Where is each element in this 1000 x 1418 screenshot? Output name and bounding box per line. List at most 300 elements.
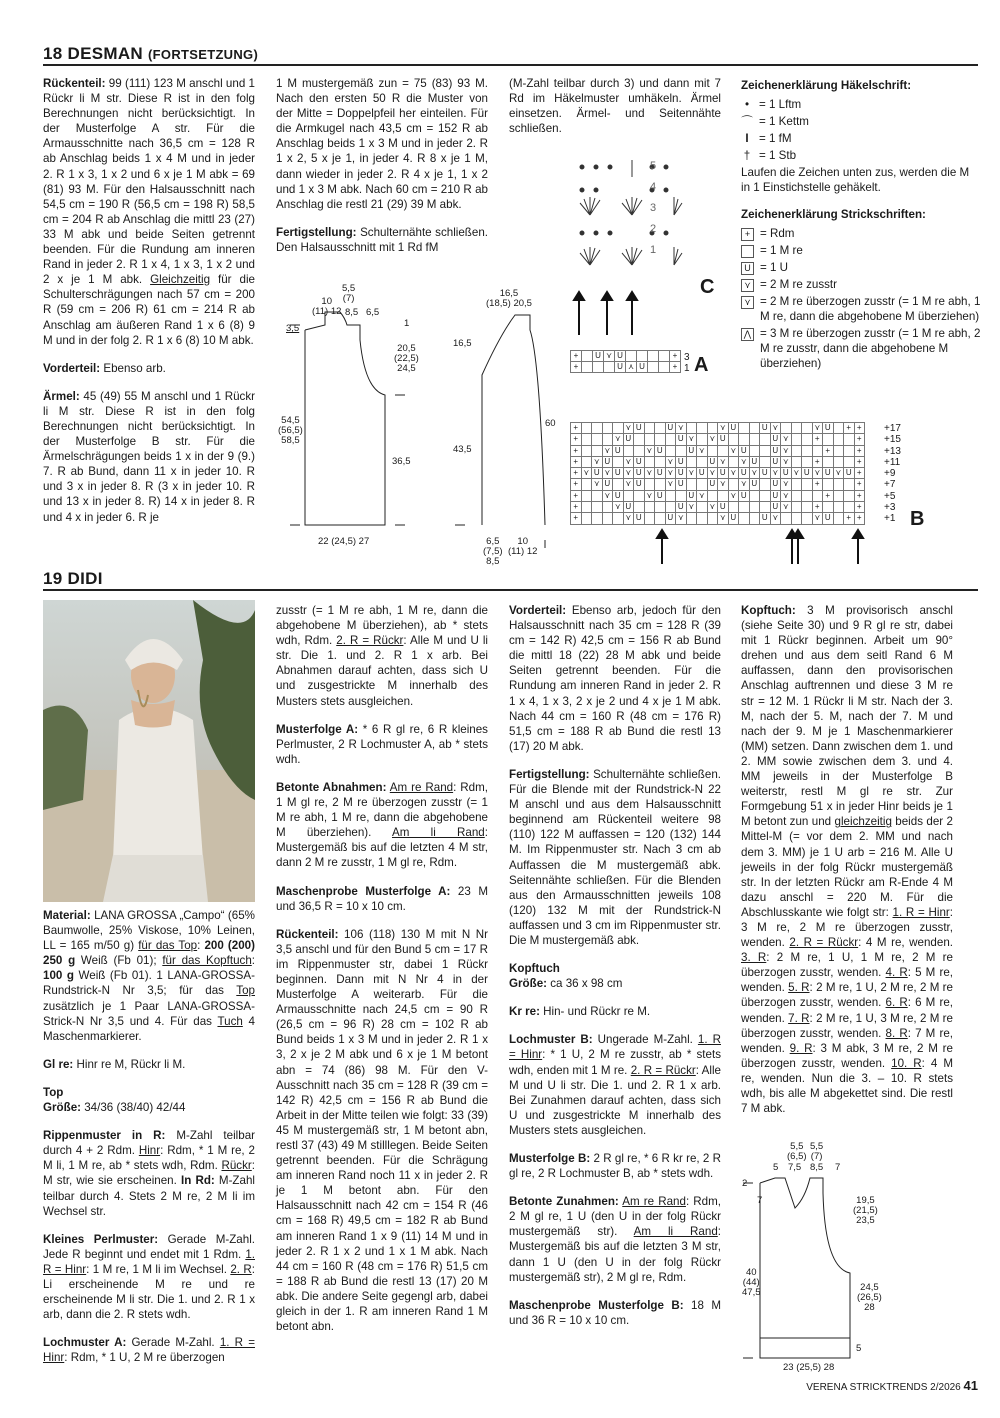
chart-cell: [697, 502, 708, 513]
chart-cell: [676, 446, 687, 457]
chart-cell: ⋎: [771, 513, 782, 524]
chart-cell: U: [634, 513, 645, 524]
chart-a-label: A: [694, 354, 709, 376]
body-dim-shoulder: 8,5: [345, 307, 359, 318]
body-dim-neckdrop: 3,5: [286, 323, 300, 334]
chart-cell: [592, 423, 603, 434]
desman-col2: 1 M mustergemäß zun = 75 (83) 93 M. Nach den ersten 50 R die Muster von der Mitte = Doppelpfeil her einteilen. Für die Armkugel nach 43,5 cm = 152 R ab Anschlag beids 1 x 3 M und in jeder 2. R 1 x 2, 5 x je 1, in jeder 4. R 8 x je 1 M, dann wieder in jeder 2. R 4 x je 1, 1 x 2 und 1 x 3 M abk. Nach 60 cm = 210 R ab Anschlag die restl 21 (29) 39 M abk. Fertigstellung: Schulternähte schließen. Den Halsausschnitt mit 1 Rd fM: [276, 77, 488, 254]
chart-cell: +: [844, 423, 855, 434]
chart-cell: U: [666, 423, 677, 434]
legend-item-ueberzogen: ⋎ = 2 M re überzogen zusstr (= 1 M re abh, 1 M re, dann die abgehobene M überziehen): [741, 294, 981, 324]
chart-cell: [834, 423, 845, 434]
chart-b-row-number: +15: [884, 434, 901, 446]
sleeve-dim-cuff: 6,5 (7,5) 8,5: [483, 536, 503, 567]
sleeve-dim-cap: 16,5: [453, 338, 472, 349]
chart-cell: [760, 479, 771, 490]
chart-cell: [637, 351, 648, 362]
chart-cell: [676, 491, 687, 502]
body-dim-side: 6,5: [366, 307, 380, 318]
chart-cell: U: [603, 457, 614, 468]
chart-c-label: C: [700, 276, 715, 298]
top-dim-c: 5: [773, 1162, 779, 1173]
chart-cell: [813, 491, 824, 502]
chart-cell: +: [855, 457, 866, 468]
chart-cell: ⋎: [813, 513, 824, 524]
chart-cell: ⋎: [781, 457, 792, 468]
chart-cell: [750, 491, 761, 502]
sleeve-dim-length: 43,5: [453, 444, 472, 455]
chart-cell: [648, 362, 659, 373]
chart-cell: [645, 457, 656, 468]
chart-cell: U: [760, 423, 771, 434]
chart-cell: [666, 502, 677, 513]
top-dim-f: 7: [835, 1162, 841, 1173]
chart-cell: [634, 434, 645, 445]
chart-cell: [655, 502, 666, 513]
chart-cell: [634, 491, 645, 502]
chart-cell: U: [823, 423, 834, 434]
chart-cell: U: [739, 446, 750, 457]
chart-cell: [697, 423, 708, 434]
chart-cell: ⋎: [771, 423, 782, 434]
chart-cell: ⋎: [781, 502, 792, 513]
chart-cell: [645, 434, 656, 445]
chart-cell: [655, 479, 666, 490]
chart-cell: [750, 423, 761, 434]
chart-cell: ⋎: [781, 446, 792, 457]
top-dim-b: 5,5 (7): [810, 1141, 824, 1162]
chart-cell: ⋎: [666, 468, 677, 479]
chart-cell: [760, 502, 771, 513]
chart-cell: ⋎: [708, 502, 719, 513]
sleeve-dim-top: 16,5 (18,5) 20,5: [486, 288, 532, 309]
page-number: 41: [963, 1378, 978, 1393]
legend-item-lftm: • = 1 Lftm: [741, 97, 981, 112]
chart-cell: [582, 446, 593, 457]
crochet-chart-c: [570, 155, 690, 345]
top-dim-g: 2: [742, 1178, 748, 1189]
chart-cell: U: [624, 434, 635, 445]
chart-cell: [729, 434, 740, 445]
chart-a-rows: 3 1: [684, 352, 690, 374]
chart-cell: [645, 513, 656, 524]
chart-cell: [645, 502, 656, 513]
chart-cell: ⋎: [718, 423, 729, 434]
chart-cell: ⋎: [603, 491, 614, 502]
chart-cell: [834, 479, 845, 490]
section-rule: [43, 64, 978, 66]
chart-cell: ⋎: [676, 513, 687, 524]
chart-cell: U: [615, 362, 626, 373]
chart-cell: U: [781, 468, 792, 479]
chart-cell: +: [571, 457, 582, 468]
chart-cell: [603, 513, 614, 524]
chart-cell: +: [855, 502, 866, 513]
chart-b-row-number: +1: [884, 513, 896, 525]
body-dim-length: 54,5 (56,5) 58,5: [278, 415, 303, 446]
chart-cell: ⋎: [624, 423, 635, 434]
chart-cell: [582, 362, 593, 373]
chart-cell: +: [571, 468, 582, 479]
chart-b-label: B: [910, 508, 925, 530]
chart-cell: [708, 423, 719, 434]
chart-cell: ⋎: [718, 513, 729, 524]
chart-cell: +: [823, 491, 834, 502]
chart-cell: U: [739, 468, 750, 479]
chart-cell: U: [655, 468, 666, 479]
chart-cell: [655, 434, 666, 445]
chart-c-rows: 5 4 3 2 1: [650, 160, 657, 256]
chart-cell: [592, 446, 603, 457]
chart-cell: U: [613, 491, 624, 502]
chart-cell: ⋎: [666, 457, 677, 468]
legend-item-re: = 1 M re: [741, 243, 981, 258]
chart-cell: [792, 513, 803, 524]
chart-cell: [792, 457, 803, 468]
chart-cell: [613, 513, 624, 524]
chart-cell: +: [855, 446, 866, 457]
chart-cell: [834, 446, 845, 457]
chart-cell: +: [571, 423, 582, 434]
chart-cell: [697, 479, 708, 490]
chart-cell: ⋎: [624, 468, 635, 479]
top-dim-a: 5,5 (6,5): [787, 1141, 807, 1162]
body-dim-1: 1: [404, 318, 410, 329]
chart-cell: [834, 491, 845, 502]
chart-cell: U: [615, 351, 626, 362]
chart-cell: [613, 479, 624, 490]
chart-cell: ⋎: [834, 468, 845, 479]
chart-cell: [739, 434, 750, 445]
chart-cell: U: [655, 491, 666, 502]
chart-b-row-number: +3: [884, 502, 896, 514]
sleeve-dim-total: 60: [545, 418, 556, 429]
chart-cell: U: [729, 513, 740, 524]
chart-cell: [750, 434, 761, 445]
chart-cell: U: [802, 468, 813, 479]
ssk-icon: ⋎: [741, 296, 754, 309]
chart-cell: [697, 457, 708, 468]
chart-cell: [792, 491, 803, 502]
chart-cell: [687, 479, 698, 490]
chart-cell: ⋎: [687, 502, 698, 513]
chart-cell: [592, 434, 603, 445]
chart-cell: +: [571, 362, 582, 373]
chart-cell: [666, 446, 677, 457]
section-title-text: 18 DESMAN: [43, 44, 144, 63]
chart-cell: +: [571, 502, 582, 513]
chart-cell: [823, 434, 834, 445]
chart-cell: U: [637, 362, 648, 373]
top-dim-length: 40 (44) 47,5: [742, 1267, 761, 1298]
chart-cell: ⋎: [613, 502, 624, 513]
chart-cell: U: [676, 434, 687, 445]
chart-cell: U: [687, 446, 698, 457]
chart-cell: [823, 502, 834, 513]
chart-cell: [844, 491, 855, 502]
chart-cell: [792, 479, 803, 490]
chart-cell: U: [697, 468, 708, 479]
body-schematic: [285, 280, 435, 570]
chart-cell: ⋎: [781, 479, 792, 490]
chart-cell: ⋎: [813, 423, 824, 434]
chart-cell: +: [855, 423, 866, 434]
chart-cell: [655, 513, 666, 524]
chart-cell: [739, 502, 750, 513]
chart-cell: [659, 351, 670, 362]
chart-cell: U: [718, 434, 729, 445]
top-schematic: [735, 1138, 895, 1378]
chart-cell: U: [613, 446, 624, 457]
chart-cell: [834, 513, 845, 524]
legend-item-u: U = 1 U: [741, 260, 981, 275]
chart-cell: U: [634, 468, 645, 479]
chart-cell: ⋎: [771, 468, 782, 479]
magazine-name: VERENA STRICKTRENDS 2/2026: [806, 1382, 961, 1393]
legend-crochet-note: Laufen die Zeichen unten zus, werden die M in 1 Einstichstelle gehäkelt.: [741, 166, 970, 194]
legend: [741, 78, 981, 373]
chart-cell: [624, 491, 635, 502]
top-dim-d: 7,5: [788, 1162, 802, 1173]
legend-item-zusstr: ⋎ = 2 M re zusstr: [741, 277, 981, 292]
chart-cell: [613, 457, 624, 468]
chart-cell: ⋎: [645, 468, 656, 479]
chart-cell: ⋎: [739, 457, 750, 468]
body-dim-top: 5,5 (7): [342, 283, 356, 304]
chart-cell: U: [771, 491, 782, 502]
chart-cell: [592, 513, 603, 524]
body-outline: [305, 312, 385, 525]
chart-cell: [760, 457, 771, 468]
legend-item-kettm: ⌒ = 1 Kettm: [741, 115, 809, 128]
chart-cell: U: [592, 468, 603, 479]
body-dim-neck: 10 (11) 12: [312, 296, 342, 317]
chart-cell: [687, 457, 698, 468]
chart-cell: ⋎: [676, 423, 687, 434]
chart-cell: ⋎: [813, 468, 824, 479]
chart-cell: +: [571, 479, 582, 490]
top-dim-side: 24,5 (26,5) 28: [857, 1282, 882, 1313]
chart-cell: ⋎: [781, 491, 792, 502]
chart-cell: [624, 446, 635, 457]
chart-cell: U: [634, 457, 645, 468]
chart-cell: +: [670, 351, 681, 362]
chart-cell: [792, 446, 803, 457]
chart-cell: [655, 457, 666, 468]
chart-cell: U: [729, 423, 740, 434]
desman-col1: Rückenteil: 99 (111) 123 M anschl und 1 Rückr li M str. Diese R ist in den folg Berechnungen nicht berücksichtigt. In der Musterfolge A str. Für die Armausschnitte nach 36,5 cm = 128 R ab Anschlag beids 1 x 4 M und in jeder 2. R 1 x 3, 1 x 2 und 6 x je 1 M abk = 69 (81) 93 M. Für den Halsausschnitt nach 54,5 cm = 190 R (56,5 cm = 198 R) 58,5 cm = 204 R ab Anschlag die mittl 23 (27) 33 M abk und beide Seiten getrennt beenden. Für die Rundung am inneren Rand in jeder 2. R 1 x 4, 1 x 3, 1 x 2 und 2 x je 1 M abk. Gleichzeitig für die Schulterschrägungen nach 57 cm = 200 R (59 cm = 206 R) 61 cm = 214 R ab Anschlag am äußeren Rand 1 x 6 (8) 9 M und in der folg 2. R 1 x 6 (8) 10 M abk. Vorderteil: Ebenso arb. Ärmel: 45 (49) 55 M anschl und 1 Rückr li M str. Diese R ist in den folg Berechnungen nicht berücksichtigt. In der Musterfolge B str. Für die Ärmelschrägungen beids 1 x in der 9 (9.) 7. R ab Bund, dann 11 x in jeder 10. R und 3 x in jeder 8. R (3 x in jeder 10. R und 13 x in jeder 8. R) 14 x in jeder 8. R und 4 x in jeder 6. R je: [43, 77, 255, 524]
chart-cell: [813, 446, 824, 457]
chart-cell: [823, 479, 834, 490]
chart-cell: [592, 491, 603, 502]
legend-crochet-title: Zeichenerklärung Häkelschrift:: [741, 79, 912, 92]
chart-cell: +: [855, 479, 866, 490]
chart-cell: [844, 502, 855, 513]
chart-cell: [792, 434, 803, 445]
chart-cell: ⋎: [718, 457, 729, 468]
chart-cell: [697, 513, 708, 524]
chart-cell: +: [571, 491, 582, 502]
chart-cell: [834, 434, 845, 445]
chart-cell: U: [771, 457, 782, 468]
chart-b-row-number: +11: [884, 456, 901, 468]
chart-cell: ⋎: [582, 468, 593, 479]
chart-cell: [802, 502, 813, 513]
chart-cell: U: [718, 502, 729, 513]
plus-icon: +: [741, 228, 754, 241]
chart-cell: [634, 446, 645, 457]
chart-cell: ⋎: [729, 491, 740, 502]
chart-b-row-number: +7: [884, 479, 896, 491]
chart-cell: [666, 491, 677, 502]
chart-cell: [802, 446, 813, 457]
chart-cell: +: [823, 446, 834, 457]
chart-cell: ⋎: [613, 434, 624, 445]
chart-cell: U: [739, 491, 750, 502]
chart-cell: [666, 434, 677, 445]
chart-cell: ⋎: [687, 434, 698, 445]
chart-cell: [718, 491, 729, 502]
sleeve-schematic: [445, 280, 555, 570]
chart-cell: U: [760, 468, 771, 479]
chart-b-row-number: +5: [884, 490, 896, 502]
chart-cell: U: [676, 479, 687, 490]
chart-cell: ⋎: [697, 491, 708, 502]
chart-cell: U: [750, 457, 761, 468]
chart-cell: U: [687, 491, 698, 502]
chart-cell: [582, 351, 593, 362]
chart-cell: [582, 434, 593, 445]
u-icon: U: [741, 262, 754, 275]
chart-cell: [834, 502, 845, 513]
chart-cell: [844, 446, 855, 457]
section-rule: [43, 589, 978, 591]
top-dim-bund: 5: [856, 1343, 862, 1354]
chart-cell: +: [813, 502, 824, 513]
top-dim-h: 7: [757, 1195, 763, 1206]
chart-cell: [645, 423, 656, 434]
chart-cell: ⋏: [626, 362, 637, 373]
section-title-desman: [43, 44, 258, 64]
sleeve-outline: [482, 315, 545, 525]
single-crochet-icon: I: [745, 132, 749, 145]
chart-cell: [582, 423, 593, 434]
chart-cell: U: [760, 513, 771, 524]
chart-cell: [603, 423, 614, 434]
chart-cell: [802, 434, 813, 445]
chart-cell: ⋎: [750, 468, 761, 479]
chart-cell: [593, 362, 604, 373]
chart-cell: [582, 457, 593, 468]
chart-cell: [659, 362, 670, 373]
chart-cell: +: [855, 491, 866, 502]
chart-cell: ⋎: [604, 351, 615, 362]
chart-cell: U: [708, 479, 719, 490]
legend-item-3m: ⋀ = 3 M re überzogen zusstr (= 1 M re abh, 2 M re zusstr, dann die abgehobene M überziehen): [741, 326, 981, 371]
double-crochet-icon: †: [743, 149, 751, 162]
sleeve-dim-width: 10 (11) 12: [508, 536, 538, 557]
chart-cell: U: [613, 468, 624, 479]
model-photo: [43, 600, 255, 902]
chart-cell: [844, 457, 855, 468]
body-dim-sidelength: 36,5: [392, 456, 411, 467]
chart-cell: +: [855, 434, 866, 445]
didi-col4: Kopftuch: 3 M provisorisch anschl (siehe Seite 30) und 9 R gl re str, dabei mit 1 Rückr beginnen. Arbeit um 90° drehen und aus dem seitl Rand 6 M auffassen, dann den provisorischen Anschlag auftrennen und diese 3 M re str = 12 M. 1 Rückr li M str. Nach der 3. M, nach der 5. M, nach der 7. M und nach der 9. M je 1 Maschenmarkierer (MM) setzen. Dann zwischen dem 1. und 2. MM sowie zwischen dem 3. und 4. MM jeweils in der Musterfolge B weiterstr, restl M gl re str. Zur Formgebung 51 x in jeder Hinr beids je 1 M betont zun und gleichzeitig beids der 2 Mittel-M (= vor dem 2. MM und nach dem 3. MM) je 1 U arb = 216 M. Alle U jeweils in der folg Rückr mustergemäß str. In der letzten Rückr am R-Ende 4 M dazu anschl = 220 M. Für die Abschlusskante wie folgt str: 1. R = Hinr: 3 M re, 2 M re überzogen zusstr, wenden. 2. R = Rückr: 4 M re, wenden. 3. R: 2 M re, 1 U, 1 M re, 2 M re überzogen zusstr, wenden. 4. R: 5 M re, wenden. 5. R: 2 M re, 1 U, 2 M re, 2 M re überzogen zusstr, wenden. 6. R: 6 M re, wenden. 7. R: 2 M re, 1 U, 3 M re, 2 M re überzogen zusstr, wenden. 8. R: 7 M re, wenden. 9. R: 3 M abk, 3 M re, 2 M re überzogen zusstr, wenden. 10. R: 4 M re, wenden. Nun die 3. – 10. R stets wdh, bis alle M abgekettet sind. Die restl 7 M abk.: [741, 604, 954, 1116]
sk2p-icon: ⋀: [741, 328, 754, 341]
chart-cell: ⋎: [708, 434, 719, 445]
chart-cell: [739, 513, 750, 524]
chart-cell: [802, 479, 813, 490]
chart-cell: U: [624, 502, 635, 513]
chart-b-row-number: +9: [884, 468, 896, 480]
chart-cell: [802, 513, 813, 524]
chart-cell: [750, 502, 761, 513]
didi-col2: zusstr (= 1 M re abh, 1 M re, dann die abgehobene M überziehen), ab * stets wdh, Rdm. 2. R = Rückr: Alle M und U li str. Die 1. und 2. R 1 x arb. Bei Abnahmen darauf achten, dass sich U und zusgestrickte M innerhalb des Musters stets ausgleichen. Musterfolge A: * 6 R gl re, 6 R kleines Perlmuster, 2 R Lochmuster A, ab * stets wdh. Betonte Abnahmen: Am re Rand: Rdm, 1 M gl re, 2 M re überzogen zusstr (= 1 M re abh, 1 M re, dann die abgehobene M überziehen). Am li Rand: Mustergemäß bis auf die letzten 4 M str, dann 2 M re zusstr, 1 M gl re, Rdm. Maschenprobe Musterfolge A: 23 M und 36,5 R = 10 x 10 cm. Rückenteil: 106 (118) 130 M mit N Nr 3,5 anschl und für den Bund 5 cm = 17 R im Rippenmuster str, dabei 1 Rückr beginnen. Dann mit N Nr 4 in der Musterfolge A weiterarb. Für die Armausschnitte nach 24,5 cm = 90 R (26,5 cm = 96 R) 28 cm = 102 R ab Bund beids 1 x 3 M und in jeder 2. R 1 x 3, 2 x je 2 M abk und 6 x je 1 M betont abn = 74 (86) 98 M. Für den V-Ausschnitt nach 35 cm = 128 R (39 cm = 142 R) 42,5 cm = 156 R ab Bund die Arbeit in der Mitte teilen wie folgt: 33 (39) 45 M mustergemäß str, 1 M betont abn, restl 37 (43) 49 M stilllegen. Beide Seiten getrennt beenden. Für die Schrägung am inneren Rand noch 11 x in jeder 2. R je 1 M betont abn. Für den Halsausschnitt nach 42 cm = 154 R (46 cm = 168 R) 49,5 cm = 182 R ab Bund am inneren Rand 1 x 9 (11) 14 M und in jeder 2. R 1 x 2 und 1 x 1 M abk. Nach 44 cm = 160 R (48 cm = 176 R) 51,5 cm = 188 R ab Bund die restl 13 (17) 20 M abk. Die andere Seite gegengl arb, dabei gleich in der 1. R am inneren Rand 1 M betont abn.: [276, 604, 489, 1334]
chart-cell: ⋎: [645, 491, 656, 502]
chart-cell: +: [571, 351, 582, 362]
footer: [806, 1378, 978, 1393]
chart-cell: ⋎: [781, 434, 792, 445]
chart-cell: U: [655, 446, 666, 457]
chart-cell: [750, 513, 761, 524]
chart-cell: [729, 457, 740, 468]
chart-cell: +: [571, 434, 582, 445]
chart-cell: [582, 479, 593, 490]
chart-cell: ⋎: [708, 468, 719, 479]
top-dim-width: 23 (25,5) 28: [783, 1362, 835, 1373]
knit-chart-b: [570, 422, 865, 525]
chart-b-row-number: +17: [884, 423, 901, 434]
didi-col1: Material: LANA GROSSA „Campo“ (65% Baumwolle, 25% Viskose, 10% Leinen, LL = 165 m/50 g) für das Top: 200 (200) 250 g Weiß (Fb 01); für das Kopftuch: 100 g Weiß (Fb 01). 1 LANA-GROSSA-Rundstrick-N Nr 3,5; für das Top zusätzlich je 1 Paar LANA-GROSSA-Strick-N Nr 3,5 und 4. Für das Tuch 4 Maschenmarkierer. Gl re: Hinr re M, Rückr li M. Top Größe: 34/36 (38/40) 42/44 Rippenmuster in R: M-Zahl teilbar durch 4 + 2 Rdm. Hinr: Rdm, * 1 M re, 2 M li, 1 M re, ab * stets wdh, Rdm. Rückr: M str, wie sie erscheinen. In Rd: M-Zahl teilbar durch 4. Stets 2 M re, 2 M li im Wechsel str. Kleines Perlmuster: Gerade M-Zahl. Jede R beginnt und endet mit 1 Rdm. 1. R = Hinr: 1 M re, 1 M li im Wechsel. 2. R: Li erscheinende M re und re erscheinende M li str. Die 1. und 2. R 1 x arb, dann die 2. R stets wdh. Lochmuster A: Gerade M-Zahl. 1. R = Hinr: Rdm, * 1 U, 2 M re überzogen: [43, 909, 255, 1365]
legend-item-rdm: + = Rdm: [741, 226, 981, 241]
chart-cell: ⋎: [729, 446, 740, 457]
chart-cell: ⋎: [666, 479, 677, 490]
chart-cell: U: [708, 457, 719, 468]
chart-cell: ⋎: [687, 468, 698, 479]
chain-icon: •: [744, 98, 750, 111]
chart-cell: [603, 434, 614, 445]
chart-cell: [687, 513, 698, 524]
chart-cell: [582, 513, 593, 524]
top-outline: [760, 1178, 850, 1358]
chart-cell: U: [771, 502, 782, 513]
chart-cell: U: [750, 479, 761, 490]
chart-cell: [708, 491, 719, 502]
chart-cell: ⋎: [739, 479, 750, 490]
chart-cell: ⋎: [592, 457, 603, 468]
chart-cell: [802, 423, 813, 434]
chart-cell: [603, 502, 614, 513]
chart-cell: U: [603, 479, 614, 490]
chart-cell: U: [634, 479, 645, 490]
legend-knit-title: Zeichenerklärung Strickschriften:: [741, 208, 926, 221]
chart-cell: ⋎: [792, 468, 803, 479]
chart-cell: +: [813, 457, 824, 468]
chart-cell: [750, 446, 761, 457]
chart-cell: [792, 423, 803, 434]
chart-cell: [760, 491, 771, 502]
chart-cell: [648, 351, 659, 362]
chart-cell: [781, 513, 792, 524]
chart-cell: [739, 423, 750, 434]
chart-cell: [802, 491, 813, 502]
legend-item-stb: † = 1 Stb: [741, 148, 981, 163]
section-subtitle: (FORTSETZUNG): [148, 47, 259, 62]
chart-cell: [802, 457, 813, 468]
chart-cell: ⋎: [697, 446, 708, 457]
chart-cell: U: [771, 479, 782, 490]
chart-cell: [718, 446, 729, 457]
